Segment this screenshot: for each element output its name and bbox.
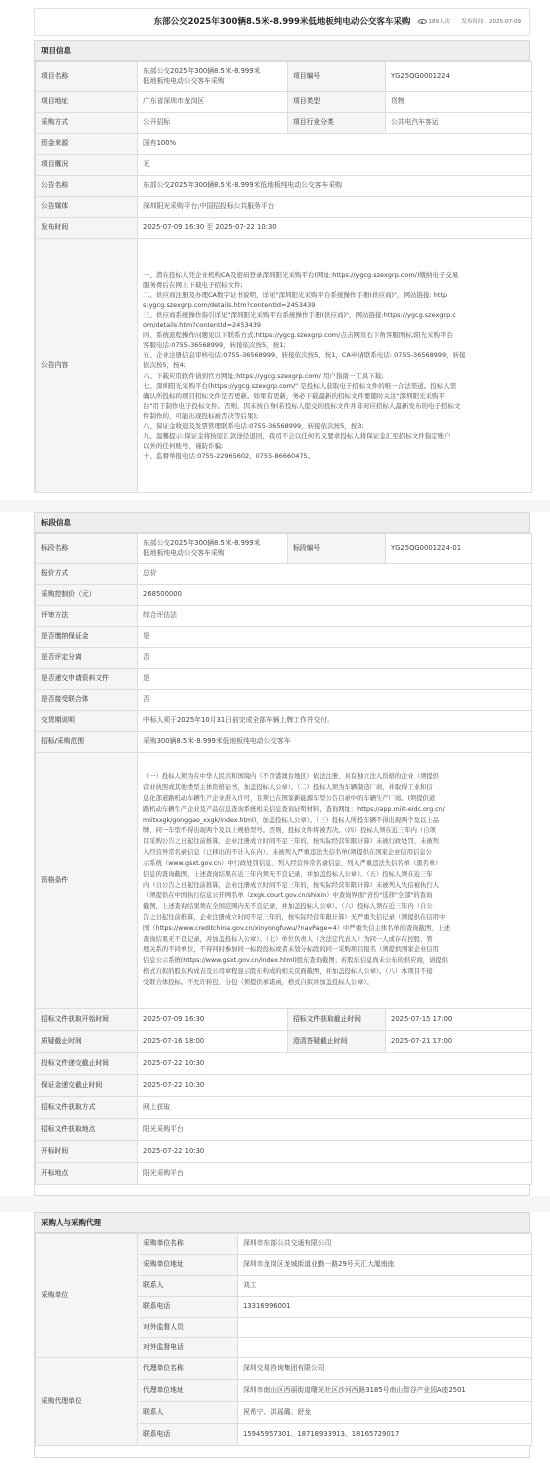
page-header	[34, 8, 530, 36]
qualification-line: 牌，同一车型不得出现两个及以上规格型号。否则，投标文件将被否决。（四）投标人须在近三年内（自项	[143, 827, 436, 835]
purchaser-contact: 刘工	[238, 1276, 532, 1297]
field-label: 招标/采购范围	[36, 732, 138, 753]
content-line: 九、温馨提示:保证金将按原汇款途径退回，我司不会以任何名义要求投标人将保证金汇至招标文件指定账户	[143, 431, 451, 440]
content-line: 二、供应商注册及办理CA数字证书说明，详见"深圳阳光采购平台系统操作手册(供应商)"，网站链接: http	[143, 291, 448, 300]
notice-media: 深圳阳光采购平台;中国招投标公共服务平台	[138, 197, 532, 218]
field-label: 质疑截止时间	[36, 1031, 138, 1053]
qualification-line: 目采购公告之日起往前推算，企业注册成立时间不足三年的，按实际经营年限计算）未被行政处罚、未被列	[143, 838, 439, 846]
project-name: 东部公交2025年300辆8.5米-8.999米 低地板纯电动公交客车采购	[138, 62, 288, 92]
content-line: 五、企业注册信息审核电话:0755-36568999，转接依次按5，按1，CA申请联系电话: 0755-36568999，转接	[143, 351, 466, 360]
field-label: 招标文件获取开始时间	[36, 1009, 138, 1031]
content-line: 八、保证金收退及发票管理联系电话:0755-36568999，转接依次按5，按3;	[143, 421, 364, 430]
field-label: 交货期说明	[36, 711, 138, 732]
purchaser-phone: 13316996001	[238, 1297, 532, 1318]
field-label: 标段名称	[36, 534, 138, 564]
qualification-line: miitxxgk/gonggao_xxgk/index.html)，加盖投标人公章）。（三）投标人所投车辆不得出现两个及以上品	[143, 816, 439, 824]
agent-name: 深圳交易咨询集团有限公司	[238, 1358, 532, 1380]
content-line: 服务费后在网上下载电子招标文件;	[143, 280, 243, 289]
eye-icon	[418, 19, 427, 24]
content-line: 七、深圳阳光采购平台(https://ygcg.szexgrp.com/" 是投标人获取电子招标文件的唯一合法渠道。投标人需	[143, 381, 457, 390]
content-line: 一、潜在投标人凭企业机构CA及密码登录深圳阳光采购平台(网址:https://ygcg.szexgrp.com/)缴纳电子交易	[143, 270, 459, 279]
delivery-note: 中标人须于2025年10月31日前完成全部车辆上牌工作并交付。	[138, 711, 532, 732]
procurement-scope: 采购300辆8.5米-8.999米低地板纯电动公交客车	[138, 732, 532, 753]
field-label: 项目概况	[36, 155, 138, 176]
field-label: 投标文件递交截止时间	[36, 1053, 138, 1075]
qualification-line: 国（https://www.creditchina.gov.cn/xinyongfuwu/?navPage=4）中严重失信主体名单的查询截图，上述	[143, 924, 451, 932]
field-label: 公告内容	[36, 239, 138, 493]
qualification-line: 内（自公告之日起往前推算，企业注册成立时间不足三年的，按实际经营年限计算）未被列入失信被执行人	[143, 881, 439, 889]
field-label: 代理单位地址	[138, 1380, 238, 1402]
content-line: 以外的任何账号，谨防诈骗;	[143, 441, 224, 450]
supervisor-phone	[238, 1338, 532, 1358]
group-label: 采购代理单位	[36, 1358, 138, 1446]
field-label: 标段编号	[288, 534, 386, 564]
qualification-line: 受联合体投标。不允许转包、分包（须提供承诺函，格式自拟并加盖投标人公章）。	[143, 978, 373, 986]
field-label: 联系电话	[138, 1297, 238, 1318]
field-label: 公告名称	[36, 176, 138, 197]
field-label: 采购控制价（元）	[36, 585, 138, 606]
field-label: 是否接受联合体	[36, 690, 138, 711]
field-label: 项目编号	[288, 62, 386, 92]
procurement-method: 公开招标	[138, 113, 288, 134]
field-label: 资金来源	[36, 134, 138, 155]
deposit-deadline: 2025-07-22 10:30	[138, 1075, 532, 1097]
content-line: om/details.htm?contentId=2453439	[143, 321, 261, 330]
field-label: 采购单位地址	[138, 1255, 238, 1276]
qualification-line: 营业执照或其他类型主体资格证书，加盖投标人公章）。（二）投标人须为车辆制造厂商，并取得工业和信	[143, 784, 433, 792]
qualification-line: 截图，上述查询结果须在全国范围内无不良记录，并加盖投标人公章）。（六）投标人须在近三年内（自公	[143, 903, 433, 911]
notice-name: 东部公交2025年300辆8.5米-8.999米低地板纯电动公交客车采购	[138, 176, 532, 197]
purchaser-agent-section	[34, 1212, 530, 1458]
content-line: 台"用于制作电子投标文件。否则，因未按自身(若投标人提交的投标文件并非对应招标人最新发布的电子招标文	[143, 401, 461, 410]
industry-category: 公共电汽车客运	[386, 113, 532, 134]
supervisor-name	[238, 1318, 532, 1338]
field-label: 资格条件	[36, 753, 138, 1009]
content-line: 三、供应商系统操作指引详见"深圳阳光采购平台系统操作手册(供应商)"，网站链接:https://ygcg.szexgrp.c	[143, 311, 456, 320]
content-line: 依次按5，按4;	[143, 361, 186, 370]
field-label: 项目行业分类	[288, 113, 386, 134]
field-label: 对外监督人员	[138, 1318, 238, 1338]
field-label: 项目类型	[288, 92, 386, 113]
field-label: 评审方法	[36, 606, 138, 627]
content-line: 四、系统流程操作问题见以下联系方式:https://ygcg.szexgrp.com/点击网页右下角客服图标;阳光采购平台	[143, 331, 454, 340]
deposit-required: 是	[138, 627, 532, 648]
field-label: 开标时间	[36, 1141, 138, 1163]
publish-date: 发布时间：2025-07-09	[461, 19, 521, 25]
section-title: 标段信息	[35, 513, 529, 533]
section-name: 东部公交2025年300辆8.5米-8.999米 低地板纯电动公交客车采购	[138, 534, 288, 564]
qualification-line: 路机动车辆生产企业及产品信息查询系统相关信息查询证明材料，查询网址：https://app.miit-eidc.org.cn/	[143, 805, 445, 813]
qualification-line: 息化部道路机动车辆生产企业准入许可，且须已在国家新能源车型公告目录中的车辆生产厂商。(须提供道	[143, 794, 436, 802]
notice-content	[138, 239, 532, 493]
qualification-line: （一）投标人须为在中华人民共和国境内（不含港澳台地区）依法注册、具有独立法人资格的企业（须提供	[143, 773, 439, 781]
doc-method: 网上获取	[138, 1097, 532, 1119]
field-label: 联系电话	[138, 1424, 238, 1446]
project-info-table	[35, 61, 532, 493]
project-type: 货物	[386, 92, 532, 113]
group-label: 采购单位	[36, 1234, 138, 1358]
field-label: 开标地点	[36, 1163, 138, 1185]
quote-method: 总价	[138, 564, 532, 585]
page-title: 东部公交2025年300辆8.5米-8.999米低地板纯电动公交客车采购	[153, 17, 411, 27]
view-meta	[418, 19, 521, 27]
field-label: 代理单位名称	[138, 1358, 238, 1380]
qualification-line: 查询结果无不良记录，并加盖投标人公章）。（七）单位负责人（含法定代表人）为同一人或存在控股、管	[143, 935, 433, 943]
purchaser-name: 深圳市东部公共交通有限公司	[238, 1234, 532, 1255]
evaluation-separation: 否	[138, 648, 532, 669]
field-label: 采购方式	[36, 113, 138, 134]
content-line: 十、监督举报电话:0755-22965602、0755-86660475。	[143, 452, 315, 461]
field-label: 联系人	[138, 1402, 238, 1424]
section-title: 采购人与采购代理	[35, 1213, 529, 1233]
view-count: 189人次	[428, 19, 451, 25]
control-price: 268500000	[138, 585, 532, 606]
clarify-deadline: 2025-07-21 17:00	[386, 1031, 532, 1053]
section-info-section	[34, 512, 530, 1196]
section-gap	[0, 1196, 550, 1212]
field-label: 是否缴纳保证金	[36, 627, 138, 648]
accept-consortium: 否	[138, 690, 532, 711]
content-line: 确认所投标的项目招标文件是否更新。如果有更新，务必下载最新的招标文件要随时关注"深圳阳光采购平	[143, 391, 445, 400]
evaluation-method: 综合评估法	[138, 606, 532, 627]
section-title: 项目信息	[35, 41, 529, 61]
section-info-table	[35, 533, 532, 1185]
content-line: 客服电话:0755-36568999，转接依次按5，按1;	[143, 341, 286, 350]
field-label: 联系人	[138, 1276, 238, 1297]
qualification-line: （须提供在中国执行信息公开网名单（zxgk.court.gov.cn/shixin）中查询界面"省份"选择"全部"的查询	[143, 892, 433, 900]
agent-phone: 15945957301、18718933913、18165729017	[238, 1424, 532, 1446]
content-line: 六、下载应用软件请到官方网址:https://ygcg.szexgrp.com/ 用户指南一工具下载;	[143, 371, 384, 380]
purchaser-agent-table	[35, 1233, 532, 1446]
agent-contact: 祝希宁、洪瑶璐、舒龙	[238, 1402, 532, 1424]
qualification-line: 入经营异常名录信息（已移出的不计入在内）、未被列入严重违法失信名单(须提供在国家企业信用信息公	[143, 849, 432, 857]
agent-address: 深圳市南山区西丽街道曙光社区沙河西路3185号南山智谷产业园A座2501	[238, 1380, 532, 1402]
field-label: 发布时间	[36, 218, 138, 239]
field-label: 项目地址	[36, 92, 138, 113]
field-label: 是否递交申请资料文件	[36, 669, 138, 690]
qualification-line: 格式自拟的股东构成表及公司章程显示股东构成的相关页面截图，并加盖投标人公章）。（八）本项目不接	[143, 968, 433, 976]
qualification-line: 理关系的不同单位，不得同时参加同一标段投标或者未划分标段的同一采购项目报名（须提供国家企业信用	[143, 946, 439, 954]
field-label: 招标文件获取地点	[36, 1119, 138, 1141]
doc-place: 阳光采购平台	[138, 1119, 532, 1141]
qualification-line: 信息公示系统(https://www.gsxt.gov.cn/index.html)股东查询截图；若股东信息尚未公布的供应商，请提供	[143, 957, 448, 965]
content-line: s:ygcg.szexgrp.com/details.htm?contentId=2453439	[143, 301, 316, 310]
query-deadline: 2025-07-16 18:00	[138, 1031, 288, 1053]
fund-source: 国有100%	[138, 134, 532, 155]
field-label: 项目名称	[36, 62, 138, 92]
field-label: 招标文件获取截止时间	[288, 1009, 386, 1031]
doc-start-time: 2025-07-09 16:30	[138, 1009, 288, 1031]
field-label: 公告媒体	[36, 197, 138, 218]
qualification-conditions	[138, 753, 532, 1009]
field-label: 报价方式	[36, 564, 138, 585]
doc-end-time: 2025-07-15 17:00	[386, 1009, 532, 1031]
project-overview: 无	[138, 155, 532, 176]
project-address: 广东省深圳市龙岗区	[138, 92, 288, 113]
opening-time: 2025-07-22 10:30	[138, 1141, 532, 1163]
qualification-line: 告之日起往前推算，企业注册成立时间不足三年的，按实际经营年限计算）无严重失信记录（须提供在信用中	[143, 913, 446, 921]
field-label: 对外监督电话	[138, 1338, 238, 1358]
field-label: 是否评定分离	[36, 648, 138, 669]
section-gap	[0, 500, 550, 512]
project-code: YG25QG0001224	[386, 62, 532, 92]
section-code: YG25QG0001224-01	[386, 534, 532, 564]
field-label: 采购单位名称	[138, 1234, 238, 1255]
qualification-line: 信息的查询截图，上述查询结果在近三年内须无不良记录，并加盖投标人公章）。（五）投标人须在近三年	[143, 870, 433, 878]
field-label: 保证金递交截止时间	[36, 1075, 138, 1097]
content-line: 件制作的，可能出现投标被否决等后果);	[143, 411, 259, 420]
bid-deadline: 2025-07-22 10:30	[138, 1053, 532, 1075]
purchaser-address: 深圳市龙岗区龙城街道业勤一路29号天汇大厦南座	[238, 1255, 532, 1276]
opening-place: 阳光采购平台	[138, 1163, 532, 1185]
field-label: 澄清答疑截止时间	[288, 1031, 386, 1053]
project-info-section	[34, 40, 530, 492]
submit-documents: 是	[138, 669, 532, 690]
publish-period: 2025-07-09 16:30 至 2025-07-22 10:30	[138, 218, 532, 239]
qualification-line: 示系统（www.gsxt.gov.cn）中行政处罚信息、列入经营异常名录信息、列入严重违法失信名单（黑名单）	[143, 859, 442, 867]
field-label: 招标文件获取方式	[36, 1097, 138, 1119]
